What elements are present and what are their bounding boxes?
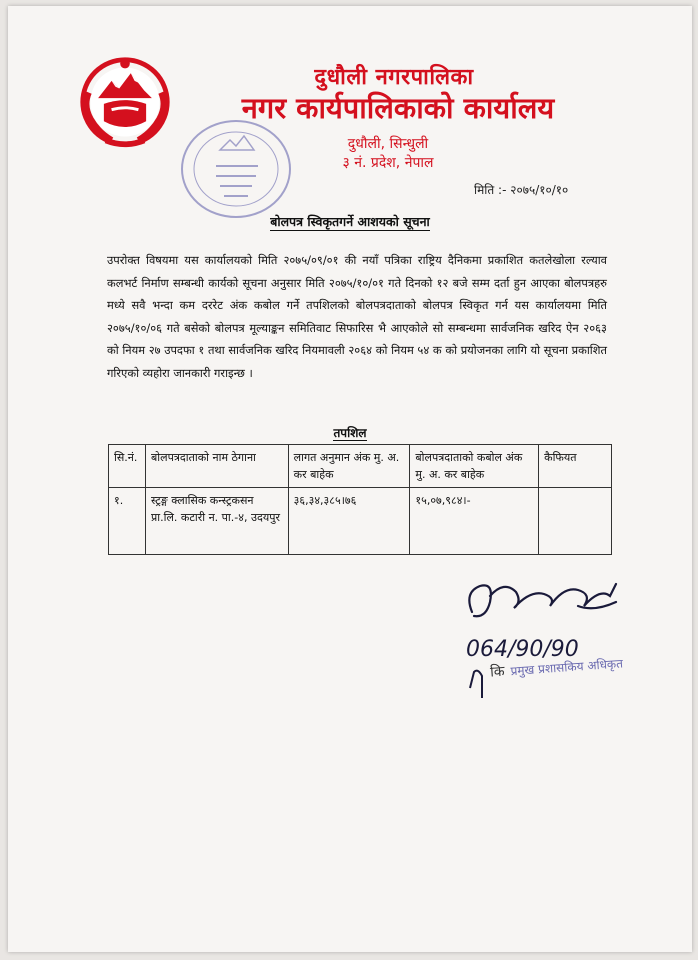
notice-subject (8, 213, 692, 230)
cell-bidder: स्ट्रङ्ग क्लासिक कन्स्ट्रकसन प्रा.लि. कटारी न. पा.-४, उदयपुर (145, 488, 288, 555)
cell-bid-amount: १५,०७,९८४।- (410, 488, 539, 555)
signatory-prefix: कि (489, 663, 506, 681)
office-name: नगर कार्यपालिकाको कार्यालय (241, 91, 555, 125)
nepal-emblem-icon (76, 54, 174, 150)
table-header-row (109, 445, 612, 488)
col-bidder-name-address: बोलपत्रदाताको नाम ठेगाना (145, 445, 288, 488)
details-heading-text: तपशिल (333, 426, 367, 440)
signature-mark (460, 572, 680, 712)
letter-page (8, 6, 692, 952)
notice-date: मिति :- २०७५/१०/१० (474, 183, 569, 197)
table-row (109, 488, 612, 555)
details-heading (8, 424, 692, 441)
municipality-name: दुधौली नगरपालिका (314, 65, 474, 90)
bid-details-table (108, 444, 612, 555)
office-location: दुधौली, सिन्धुली (347, 136, 429, 152)
signatory-title: प्रमुख प्रशासकिय अधिकृत (510, 656, 624, 679)
office-seal-stamp (176, 114, 296, 224)
signature-date-text: 064/90/90 (466, 637, 579, 662)
notice-body: उपरोक्त विषयमा यस कार्यालयको मिति २०७५/०९/०१ की नयाँ पत्रिका राष्ट्रिय दैनिकमा प्रकाशित कतलेखोला रल्याव कलभर्ट निर्माण सम्बन्धी कार्यको सूचना अनुसार मिति २०७५/१०/०१ गते दिनको १२ बजे सम्म दर्ता हुन आएका बोलपत्रहरु मध्ये सवै भन्दा कम दररेट अंक कबोल गर्ने तपशिलको बोलपत्रदाताको बोलपत्र स्विकृत गर्न यस कार्यालयमा मिति २०७५/१०/०६ गते बसेको बोलपत्र मूल्याङ्कन समितिवाट सिफारिस भै आएकोले सो सम्बन्धमा सार्वजनिक खरिद ऐन २०६३ को नियम २७ उपदफा १ तथा सार्वजनिक खरिद नियमावली २०६४ को नियम ५४ क को प्रयोजनका लागि यो सूचना प्रकाशित गरिएको व्यहोरा जानकारी गराइन्छ । (107, 253, 607, 380)
col-cost-estimate: लागत अनुमान अंक मु. अ. कर बाहेक (288, 445, 410, 488)
col-bid-amount: बोलपत्रदाताको कबोल अंक मु. अ. कर बाहेक (410, 445, 539, 488)
cell-remarks (539, 488, 612, 555)
cell-cost-estimate: ३६,३४,३८५।७६ (288, 488, 410, 555)
office-province: ३ नं. प्रदेश, नेपाल (342, 155, 434, 171)
notice-subject-text: बोलपत्र स्विकृतगर्ने आशयको सूचना (270, 214, 430, 229)
col-remarks: कैफियत (539, 445, 612, 488)
col-serial: सि.नं. (109, 445, 146, 488)
cell-serial: १. (109, 488, 146, 555)
